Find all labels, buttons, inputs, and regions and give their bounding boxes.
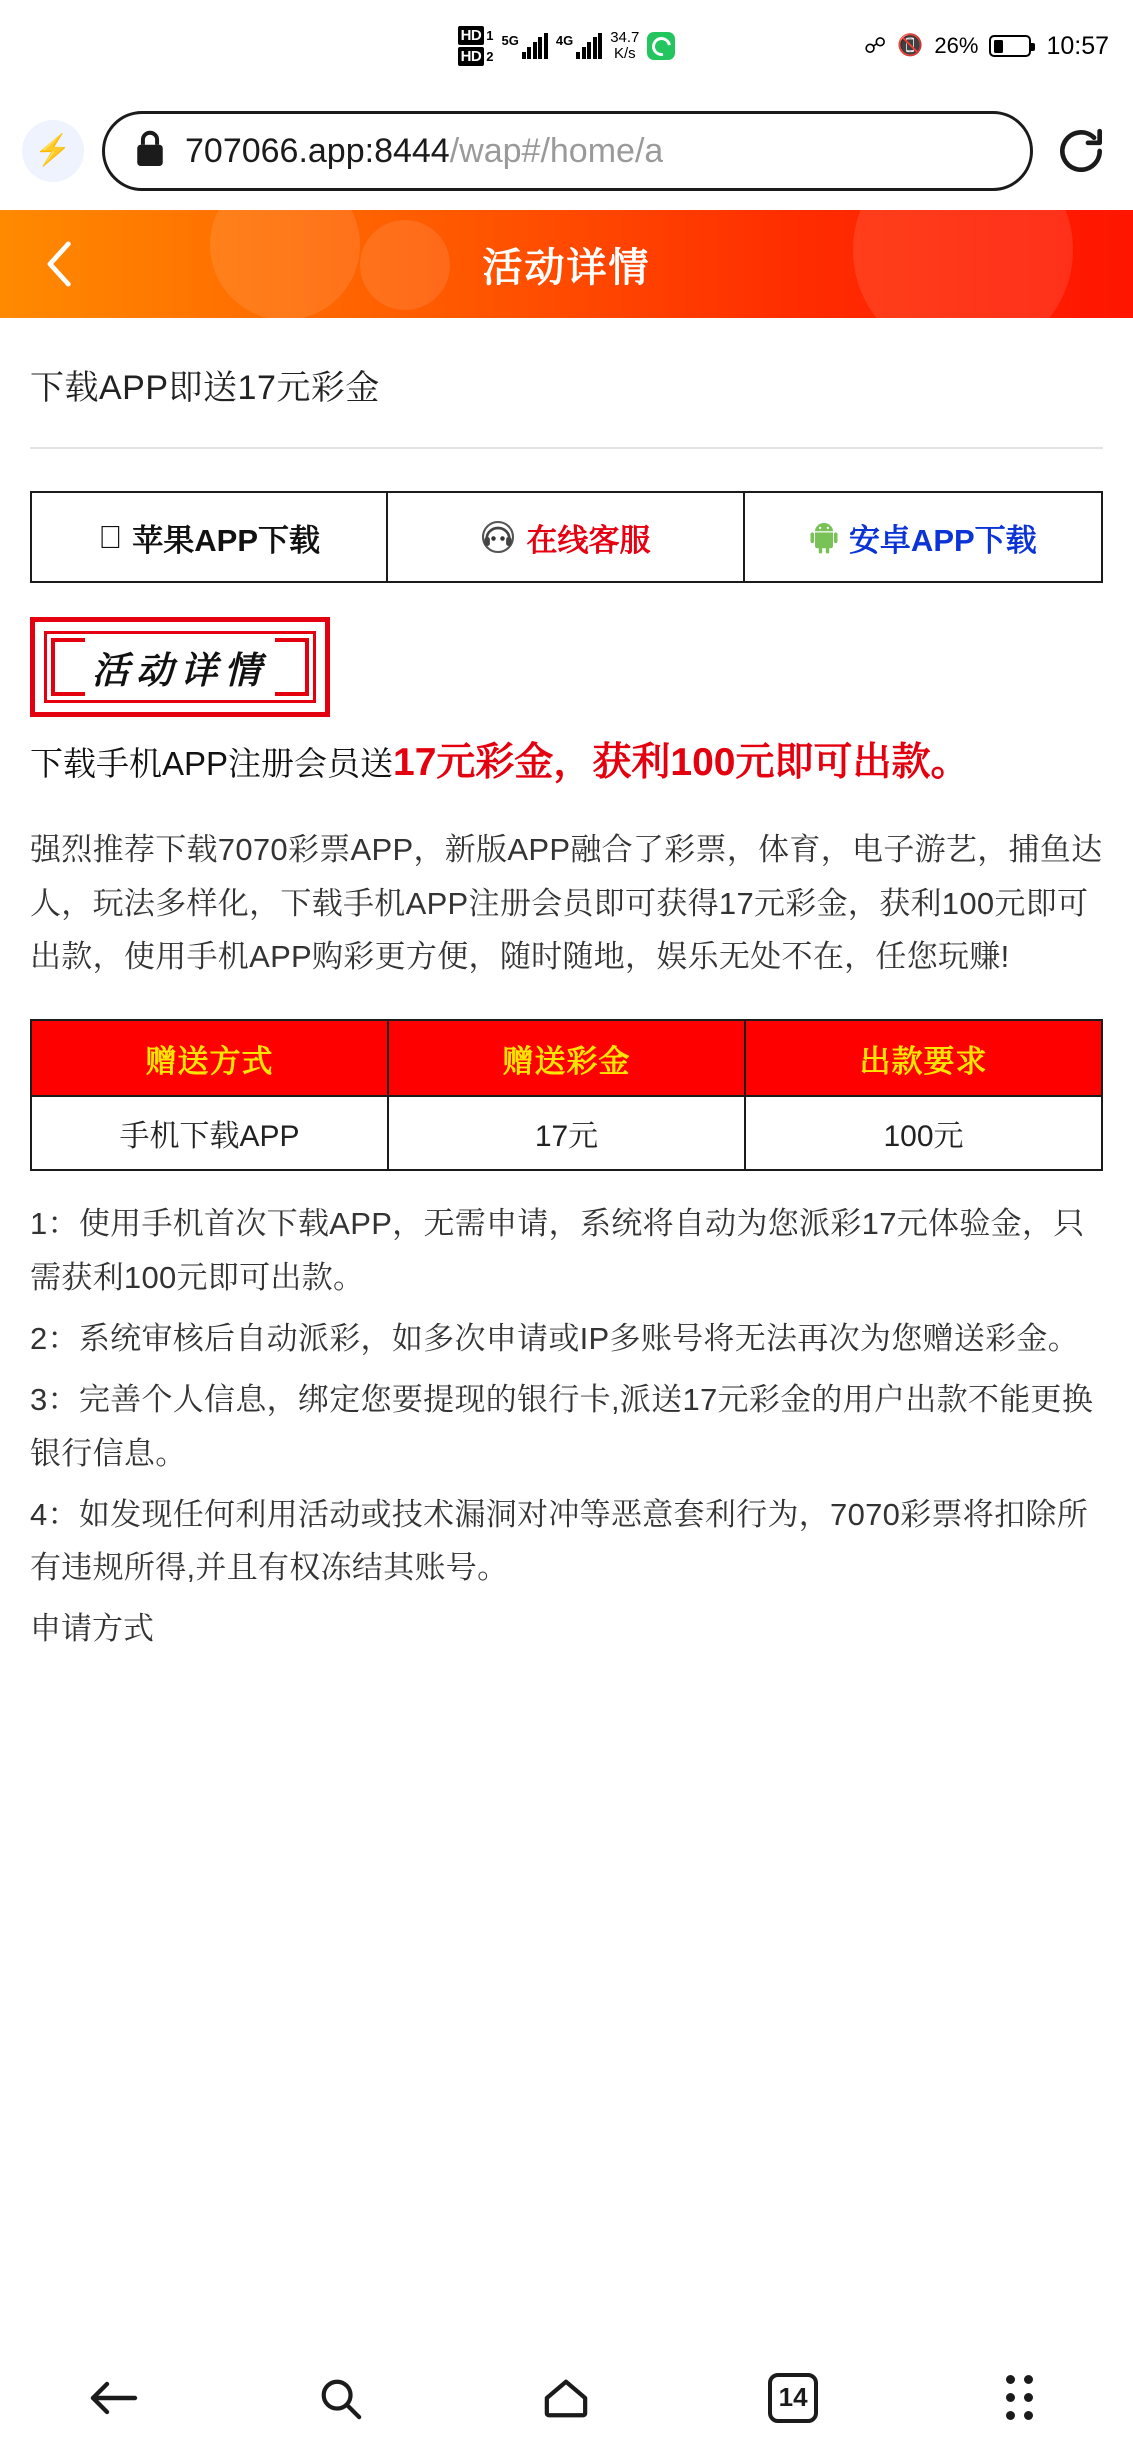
table-header-cell-1: 赠送彩金	[388, 1020, 745, 1096]
seal-banner-wrap	[30, 617, 1103, 717]
browser-toolbar	[0, 92, 1133, 210]
signal-group-4g	[556, 33, 602, 59]
rule-item-4: 4：如发现任何利用活动或技术漏洞对冲等恶意套利行为，7070彩票将扣除所有违规所得,并且有权冻结其账号。	[30, 1496, 1088, 1586]
hd-label-1: HD	[458, 26, 485, 45]
action-button-row	[30, 491, 1103, 583]
table-row	[31, 1096, 1102, 1170]
status-bar-center	[458, 26, 676, 66]
rules-list	[30, 1197, 1103, 1647]
table-cell-0-0: 手机下载APP	[31, 1096, 388, 1170]
lightning-icon[interactable]: ⚡	[22, 120, 84, 182]
seal-banner-text: 活动详情	[92, 648, 268, 692]
page-header	[0, 210, 1133, 318]
nav-menu-icon[interactable]	[960, 2358, 1080, 2438]
battery-icon	[989, 35, 1031, 57]
signal-bars-icon-1	[522, 33, 548, 59]
signal-bars-icon-2	[576, 33, 602, 59]
page-content	[0, 318, 1133, 1648]
hd-number-1: 1	[486, 28, 494, 43]
page-title: 活动详情	[482, 245, 651, 290]
lead-text	[30, 733, 1103, 793]
lead-highlight: 17元彩金，获利100元即可出款。	[393, 741, 970, 784]
table-cell-0-2: 100元	[745, 1096, 1102, 1170]
clock: 10:57	[1046, 31, 1109, 60]
network-speed-value: 34.7	[610, 29, 640, 47]
promo-title: 下载APP即送17元彩金	[30, 318, 1103, 449]
vibrate-icon: 📵	[897, 34, 924, 57]
seal-banner	[30, 617, 330, 717]
android-download-label: 安卓APP下载	[848, 522, 1037, 558]
network-label-4g: 4G	[555, 33, 574, 48]
system-nav-bar	[0, 2341, 1133, 2453]
reward-table	[30, 1019, 1103, 1171]
body-paragraph: 强烈推荐下载7070彩票APP，新版APP融合了彩票，体育，电子游艺，捕鱼达人，玩法多样化，下载手机APP注册会员即可获得17元彩金，获利100元即可出款，使用手机APP购彩更方便，随时随地，娱乐无处不在，任您玩赚!	[30, 832, 1103, 975]
nav-search-icon[interactable]	[280, 2358, 400, 2438]
lock-icon	[133, 129, 167, 174]
headset-icon	[480, 519, 516, 555]
hd-indicators	[458, 26, 494, 66]
signal-group-5g	[502, 33, 548, 59]
android-icon	[809, 520, 839, 554]
network-speed	[610, 30, 639, 62]
apple-download-button[interactable]	[32, 493, 388, 581]
rule-item-2: 2：系统审核后自动派彩，如多次申请或IP多账号将无法再次为您赠送彩金。	[30, 1321, 1080, 1356]
reload-icon[interactable]	[1051, 121, 1111, 181]
status-bar	[0, 0, 1133, 92]
bluetooth-icon: ☍	[863, 33, 887, 58]
online-service-label: 在线客服	[526, 522, 651, 558]
nav-home-icon[interactable]	[506, 2358, 626, 2438]
nav-tabs-button[interactable]	[733, 2358, 853, 2438]
lead-prefix: 下载手机APP注册会员送	[30, 745, 394, 782]
apple-download-label: 苹果APP下载	[120, 522, 309, 558]
network-label-5g: 5G	[501, 33, 519, 48]
address-bar-url	[185, 132, 663, 171]
table-header-cell-2: 出款要求	[745, 1020, 1102, 1096]
hd-number-2: 2	[486, 49, 494, 64]
nav-tabs-count: 14	[768, 2373, 818, 2423]
online-service-button[interactable]	[388, 493, 744, 581]
apply-method-label: 申请方式	[30, 1610, 154, 1646]
table-header-row	[31, 1020, 1102, 1096]
hd-badge-2	[458, 47, 494, 66]
back-chevron-icon[interactable]	[34, 237, 88, 291]
apple-icon	[98, 521, 122, 553]
notification-app-icon	[647, 32, 675, 60]
address-bar-host: 707066.app:8444	[185, 131, 450, 170]
rule-item-3: 3：完善个人信息，绑定您要提现的银行卡,派送17元彩金的用户出款不能更换银行信息。	[30, 1382, 1094, 1471]
table-cell-0-1: 17元	[388, 1096, 745, 1170]
address-bar[interactable]	[102, 111, 1033, 191]
battery-percent: 26%	[934, 33, 979, 58]
table-header-cell-0: 赠送方式	[31, 1020, 388, 1096]
address-bar-path: /wap#/home/a	[449, 131, 664, 170]
hd-badge-1	[458, 26, 494, 45]
nav-back-icon[interactable]	[53, 2358, 173, 2438]
hd-label-2: HD	[458, 47, 485, 66]
rule-item-1: 1：使用手机首次下载APP，无需申请，系统将自动为您派彩17元体验金，只需获利100元即可出款。	[30, 1206, 1085, 1295]
android-download-button[interactable]	[745, 493, 1101, 581]
status-bar-right	[864, 0, 1109, 92]
network-speed-unit: K/s	[613, 45, 636, 62]
